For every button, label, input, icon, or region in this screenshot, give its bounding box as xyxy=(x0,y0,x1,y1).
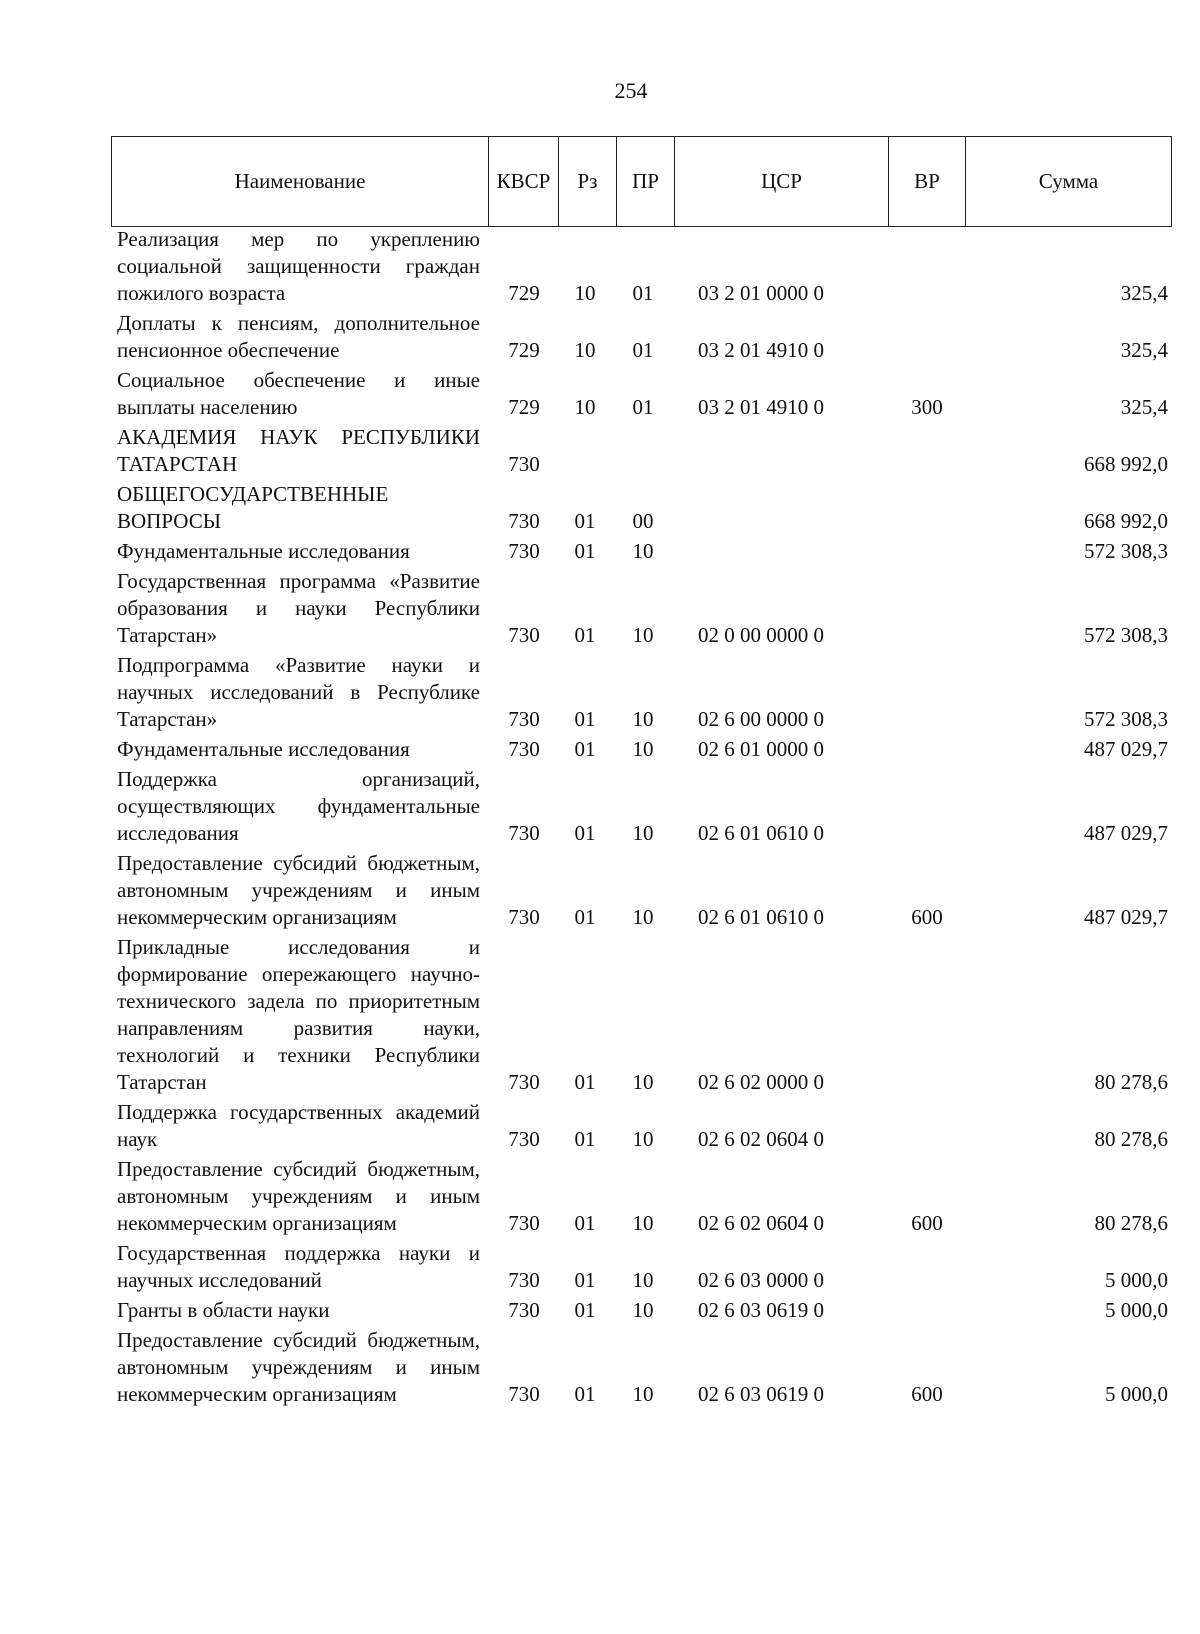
cell-sum: 487 029,7 xyxy=(1084,821,1168,845)
table-row xyxy=(117,766,1172,847)
table-row xyxy=(117,310,1172,364)
cell-kvsr: 730 xyxy=(508,821,540,845)
table-row xyxy=(117,481,1172,535)
table-row xyxy=(117,934,1172,1096)
cell-kvsr: 730 xyxy=(508,737,540,761)
table-row xyxy=(117,652,1172,733)
cell-csr: 02 6 01 0610 0 xyxy=(698,821,824,845)
table-row xyxy=(117,538,1172,565)
cell-sum: 5 000,0 xyxy=(1105,1382,1168,1406)
cell-sum: 668 992,0 xyxy=(1084,509,1168,533)
cell-rz: 01 xyxy=(574,509,596,533)
cell-kvsr: 729 xyxy=(508,281,540,305)
cell-name: Поддержка организаций, осуществляющих фундаментальные исследования xyxy=(117,767,480,845)
cell-kvsr: 730 xyxy=(508,1298,540,1322)
cell-rz: 01 xyxy=(574,539,596,563)
cell-name: Фундаментальные исследования xyxy=(117,737,410,761)
table-row xyxy=(117,367,1172,421)
cell-sum: 572 308,3 xyxy=(1084,539,1168,563)
cell-csr: 02 6 01 0610 0 xyxy=(698,905,824,929)
cell-kvsr: 730 xyxy=(508,1070,540,1094)
cell-rz: 01 xyxy=(574,1298,596,1322)
cell-rz: 01 xyxy=(574,623,596,647)
cell-csr: 02 6 02 0000 0 xyxy=(698,1070,824,1094)
cell-rz: 01 xyxy=(574,905,596,929)
cell-pr: 10 xyxy=(632,1211,654,1235)
cell-rz: 01 xyxy=(574,1127,596,1151)
cell-csr: 02 6 01 0000 0 xyxy=(698,737,824,761)
header-rz: Рз xyxy=(559,137,617,226)
header-pr: ПР xyxy=(617,137,675,226)
cell-sum: 5 000,0 xyxy=(1105,1298,1168,1322)
table-row xyxy=(117,226,1172,307)
cell-kvsr: 730 xyxy=(508,1127,540,1151)
cell-csr: 02 6 02 0604 0 xyxy=(698,1127,824,1151)
cell-name: Предоставление субсидий бюджетным, автономным учреждениям и иным некоммерческим организациям xyxy=(117,851,480,929)
cell-kvsr: 730 xyxy=(508,905,540,929)
cell-pr: 01 xyxy=(632,338,654,362)
cell-csr: 02 6 03 0000 0 xyxy=(698,1268,824,1292)
cell-sum: 572 308,3 xyxy=(1084,623,1168,647)
cell-csr: 02 0 00 0000 0 xyxy=(698,623,824,647)
cell-name: Поддержка государственных академий наук xyxy=(117,1100,480,1151)
cell-kvsr: 729 xyxy=(508,395,540,419)
table-row xyxy=(117,1297,1172,1324)
cell-kvsr: 730 xyxy=(508,539,540,563)
cell-sum: 80 278,6 xyxy=(1094,1211,1168,1235)
cell-kvsr: 730 xyxy=(508,623,540,647)
cell-csr: 03 2 01 4910 0 xyxy=(698,338,824,362)
cell-name: Гранты в области науки xyxy=(117,1298,330,1322)
cell-kvsr: 730 xyxy=(508,452,540,476)
cell-name: Предоставление субсидий бюджетным, автономным учреждениям и иным некоммерческим организациям xyxy=(117,1157,480,1235)
cell-pr: 10 xyxy=(632,623,654,647)
cell-rz: 01 xyxy=(574,737,596,761)
cell-sum: 325,4 xyxy=(1120,338,1168,362)
cell-vr: 600 xyxy=(911,1211,943,1235)
header-name: Наименование xyxy=(112,137,489,226)
table-row xyxy=(117,1099,1172,1153)
cell-pr: 10 xyxy=(632,821,654,845)
cell-rz: 01 xyxy=(574,1211,596,1235)
cell-name: Доплаты к пенсиям, дополнительное пенсионное обеспечение xyxy=(117,311,480,362)
cell-rz: 01 xyxy=(574,707,596,731)
page-number: 254 xyxy=(614,78,648,103)
cell-csr: 02 6 03 0619 0 xyxy=(698,1382,824,1406)
table-row xyxy=(117,568,1172,649)
cell-kvsr: 729 xyxy=(508,338,540,362)
cell-name: Подпрограмма «Развитие науки и научных исследований в Республике Татарстан» xyxy=(117,653,480,731)
cell-rz: 01 xyxy=(574,1382,596,1406)
cell-kvsr: 730 xyxy=(508,707,540,731)
cell-sum: 80 278,6 xyxy=(1094,1070,1168,1094)
cell-kvsr: 730 xyxy=(508,1268,540,1292)
cell-name: АКАДЕМИЯ НАУК РЕСПУБЛИКИ ТАТАРСТАН xyxy=(117,425,480,476)
table-header xyxy=(111,136,1172,227)
cell-pr: 00 xyxy=(632,509,654,533)
cell-rz: 10 xyxy=(574,281,596,305)
cell-rz: 01 xyxy=(574,1268,596,1292)
cell-sum: 572 308,3 xyxy=(1084,707,1168,731)
cell-rz: 10 xyxy=(574,395,596,419)
cell-kvsr: 730 xyxy=(508,1211,540,1235)
cell-sum: 325,4 xyxy=(1120,281,1168,305)
table-row xyxy=(117,736,1172,763)
cell-pr: 10 xyxy=(632,905,654,929)
cell-name: Прикладные исследования и формирование опережающего научно-технического задела по приоритетным направлениям развития науки, технологий и техники Республики Татарстан xyxy=(117,935,480,1094)
cell-vr: 600 xyxy=(911,1382,943,1406)
cell-pr: 10 xyxy=(632,737,654,761)
cell-vr: 300 xyxy=(911,395,943,419)
table-row xyxy=(117,1240,1172,1294)
header-vr: ВР xyxy=(889,137,966,226)
cell-pr: 10 xyxy=(632,1268,654,1292)
cell-sum: 325,4 xyxy=(1120,395,1168,419)
header-sum: Сумма xyxy=(1038,169,1099,193)
cell-csr: 02 6 02 0604 0 xyxy=(698,1211,824,1235)
table-row xyxy=(117,424,1172,478)
table-row xyxy=(117,850,1172,931)
cell-name: Государственная программа «Развитие образования и науки Республики Татарстан» xyxy=(117,569,480,647)
cell-sum: 80 278,6 xyxy=(1094,1127,1168,1151)
cell-name: Социальное обеспечение и иные выплаты населению xyxy=(117,368,480,419)
cell-pr: 10 xyxy=(632,707,654,731)
cell-name: Фундаментальные исследования xyxy=(117,539,410,563)
cell-name: Государственная поддержка науки и научных исследований xyxy=(117,1241,480,1292)
table-row xyxy=(117,1156,1172,1237)
cell-rz: 01 xyxy=(574,821,596,845)
cell-csr: 03 2 01 4910 0 xyxy=(698,395,824,419)
cell-sum: 5 000,0 xyxy=(1105,1268,1168,1292)
cell-name: ОБЩЕГОСУДАРСТВЕННЫЕ ВОПРОСЫ xyxy=(117,482,389,533)
cell-kvsr: 730 xyxy=(508,1382,540,1406)
cell-pr: 10 xyxy=(632,1298,654,1322)
cell-pr: 01 xyxy=(632,281,654,305)
cell-sum: 668 992,0 xyxy=(1084,452,1168,476)
cell-pr: 01 xyxy=(632,395,654,419)
cell-name: Реализация мер по укреплению социальной защищенности граждан пожилого возраста xyxy=(117,227,480,305)
cell-csr: 02 6 03 0619 0 xyxy=(698,1298,824,1322)
cell-kvsr: 730 xyxy=(508,509,540,533)
cell-sum: 487 029,7 xyxy=(1084,905,1168,929)
cell-pr: 10 xyxy=(632,539,654,563)
header-csr: ЦСР xyxy=(675,137,889,226)
header-kvsr: КВСР xyxy=(489,137,559,226)
cell-rz: 10 xyxy=(574,338,596,362)
cell-vr: 600 xyxy=(911,905,943,929)
table-row xyxy=(117,1327,1172,1408)
cell-csr: 02 6 00 0000 0 xyxy=(698,707,824,731)
cell-csr: 03 2 01 0000 0 xyxy=(698,281,824,305)
cell-name: Предоставление субсидий бюджетным, автономным учреждениям и иным некоммерческим организациям xyxy=(117,1328,480,1406)
cell-pr: 10 xyxy=(632,1070,654,1094)
table-body xyxy=(117,226,1172,1411)
cell-pr: 10 xyxy=(632,1127,654,1151)
cell-pr: 10 xyxy=(632,1382,654,1406)
cell-sum: 487 029,7 xyxy=(1084,737,1168,761)
cell-rz: 01 xyxy=(574,1070,596,1094)
